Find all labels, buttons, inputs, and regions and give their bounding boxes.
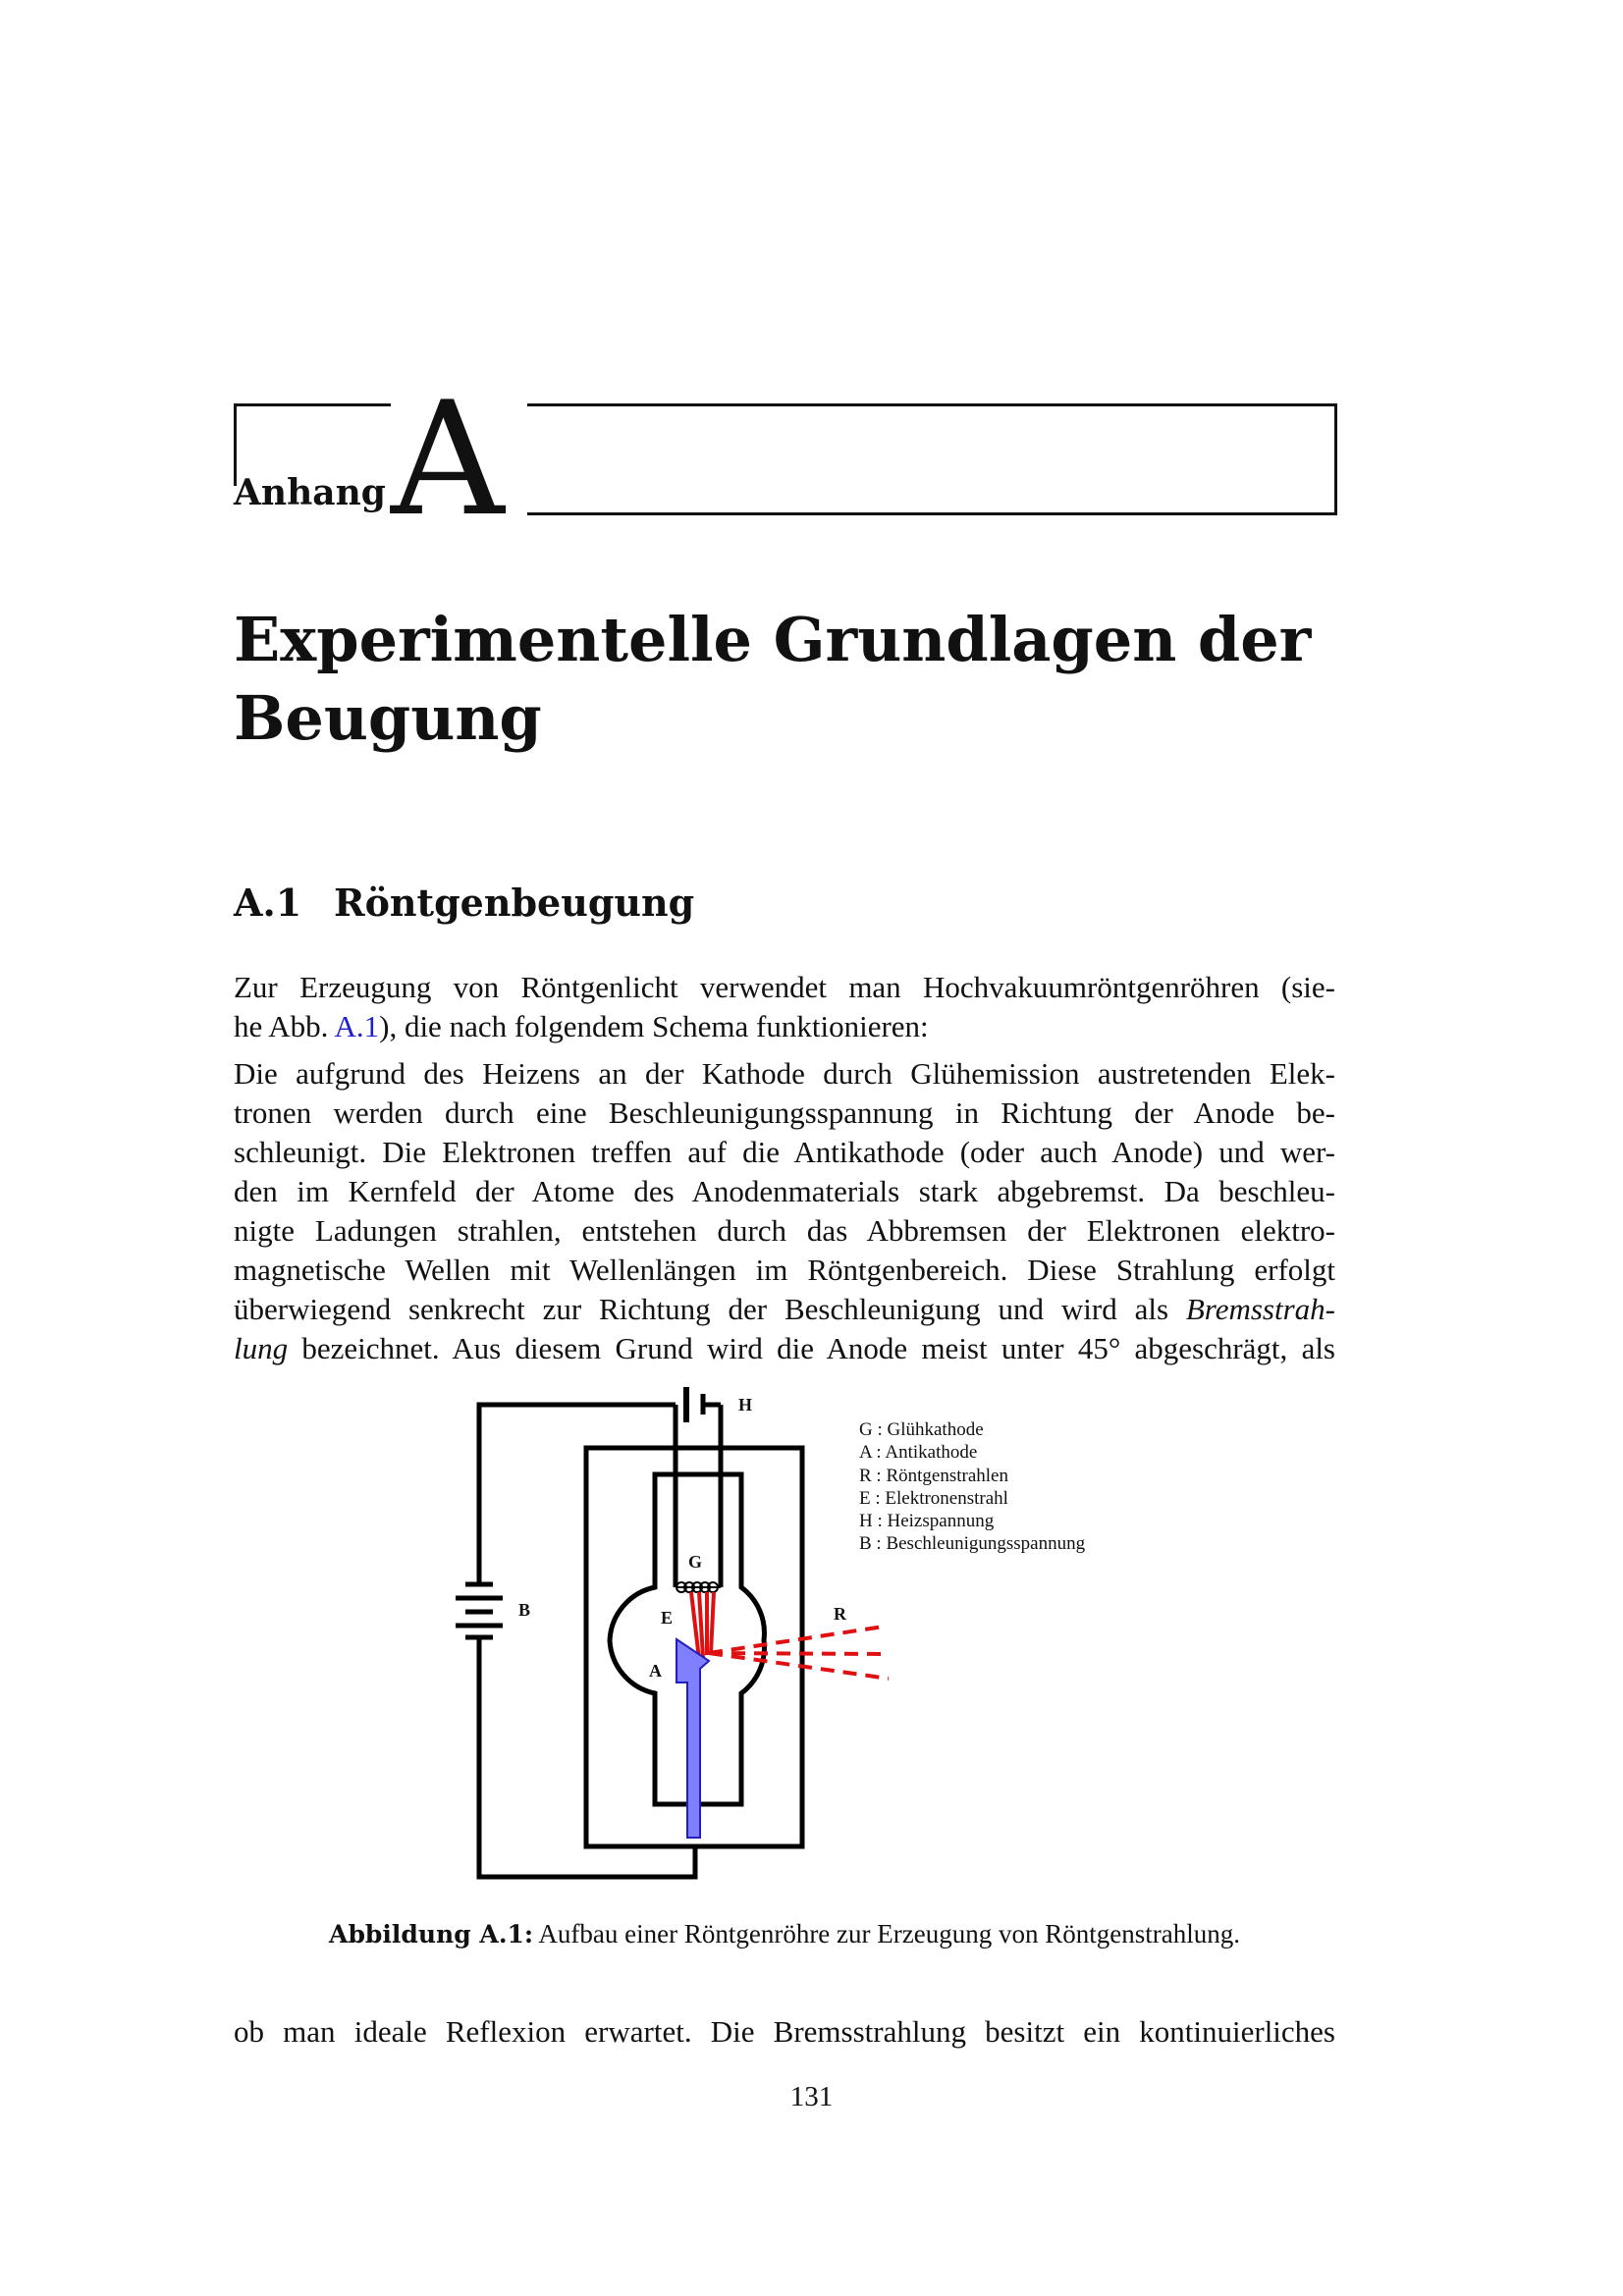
chapter-letter: A: [391, 367, 505, 551]
line-text: he Abb.: [234, 1009, 335, 1043]
chapter-frame-bottom: [527, 512, 1337, 515]
paragraph-1-line-2: [234, 1007, 1335, 1046]
label-r: R: [834, 1604, 846, 1624]
caption-label: Abbildung A.1:: [329, 1920, 534, 1949]
emphasis-term: Bremsstrah-: [1185, 1292, 1335, 1326]
figure-caption: [234, 1916, 1335, 1952]
paragraph-2-line-3: schleunigt. Die Elektronen treffen auf die Antikathode (oder auch Anode) und wer-: [234, 1135, 1335, 1169]
line-text: überwiegend senkrecht zur Richtung der Beschleunigung und wird als: [234, 1292, 1186, 1326]
legend-item-r: R : Röntgenstrahlen: [859, 1465, 1008, 1486]
legend-item-h: H : Heizspannung: [859, 1511, 995, 1532]
label-a: A: [649, 1661, 662, 1681]
legend-item-g: G : Glühkathode: [859, 1419, 984, 1440]
section-heading: [234, 879, 694, 928]
label-e: E: [661, 1608, 674, 1628]
paragraph-2-line-2: tronen werden durch eine Beschleunigungsspannung in Richtung der Anode be-: [234, 1095, 1335, 1130]
legend-item-b: B : Beschleunigungsspannung: [859, 1533, 1086, 1555]
legend-item-a: A : Antikathode: [859, 1442, 978, 1464]
paragraph-continued: [234, 2012, 1335, 2052]
chapter-prefix: Anhang: [234, 472, 386, 513]
emphasis-term: lung: [234, 1331, 289, 1365]
xray-beams: [709, 1627, 889, 1679]
paragraph-2-line-6: magnetische Wellen mit Wellenlängen im Röntgenbereich. Diese Strahlung erfolgt: [234, 1253, 1335, 1287]
paragraph-2-line-7: [234, 1290, 1335, 1329]
figure-legend: [859, 1418, 1085, 1556]
section-title: Röntgenbeugung: [334, 881, 695, 925]
electron-beam: [691, 1592, 714, 1659]
label-g: G: [688, 1552, 703, 1572]
paragraph-2-line-4: den im Kernfeld der Atome des Anodenmaterials stark abgebremst. Da beschleu-: [234, 1174, 1335, 1208]
glow-cathode-filament: [676, 1582, 721, 1592]
paragraph-2: [234, 1054, 1335, 1368]
chapter-frame-top-right: [527, 403, 1337, 406]
line-text: bezeichnet. Aus diesem Grund wird die Anode meist unter 45° abgeschrägt, als: [288, 1331, 1335, 1365]
chapter-title: [234, 601, 1333, 758]
chapter-frame-right: [1334, 403, 1337, 515]
figure-reference-link[interactable]: A.1: [334, 1009, 380, 1043]
caption-text: Aufbau einer Röntgenröhre zur Erzeugung von Röntgenstrahlung.: [533, 1919, 1240, 1949]
paragraph-2-line-1: Die aufgrund des Heizens an der Kathode durch Glühemission austretenden Elek-: [234, 1056, 1335, 1091]
section-number: A.1: [234, 881, 302, 925]
paragraph-2-line-5: nigte Ladungen strahlen, entstehen durch das Abbremsen der Elektronen elektro-: [234, 1213, 1335, 1248]
label-h: H: [738, 1395, 753, 1415]
chapter-title-line-2: Beugung: [234, 682, 542, 754]
legend-item-e: E : Elektronenstrahl: [859, 1487, 1008, 1509]
chapter-frame-top-left: [234, 403, 391, 406]
page-number: 131: [789, 2081, 834, 2112]
line-text: ), die nach folgendem Schema funktionieren:: [379, 1009, 929, 1043]
paragraph-continued-line-1: ob man ideale Reflexion erwartet. Die Bremsstrahlung besitzt ein kontinuierliches: [234, 2014, 1335, 2049]
chapter-title-line-1: Experimentelle Grundlagen der: [234, 604, 1312, 675]
anode: [676, 1639, 709, 1838]
label-b: B: [518, 1600, 531, 1620]
paragraph-1: [234, 968, 1335, 1046]
paragraph-2-line-8: [234, 1329, 1335, 1368]
circuit-wire-left-top: [479, 1405, 676, 1582]
paragraph-1-line-1: Zur Erzeugung von Röntgenlicht verwendet man Hochvakuumröntgenröhren (sie-: [234, 970, 1335, 1004]
